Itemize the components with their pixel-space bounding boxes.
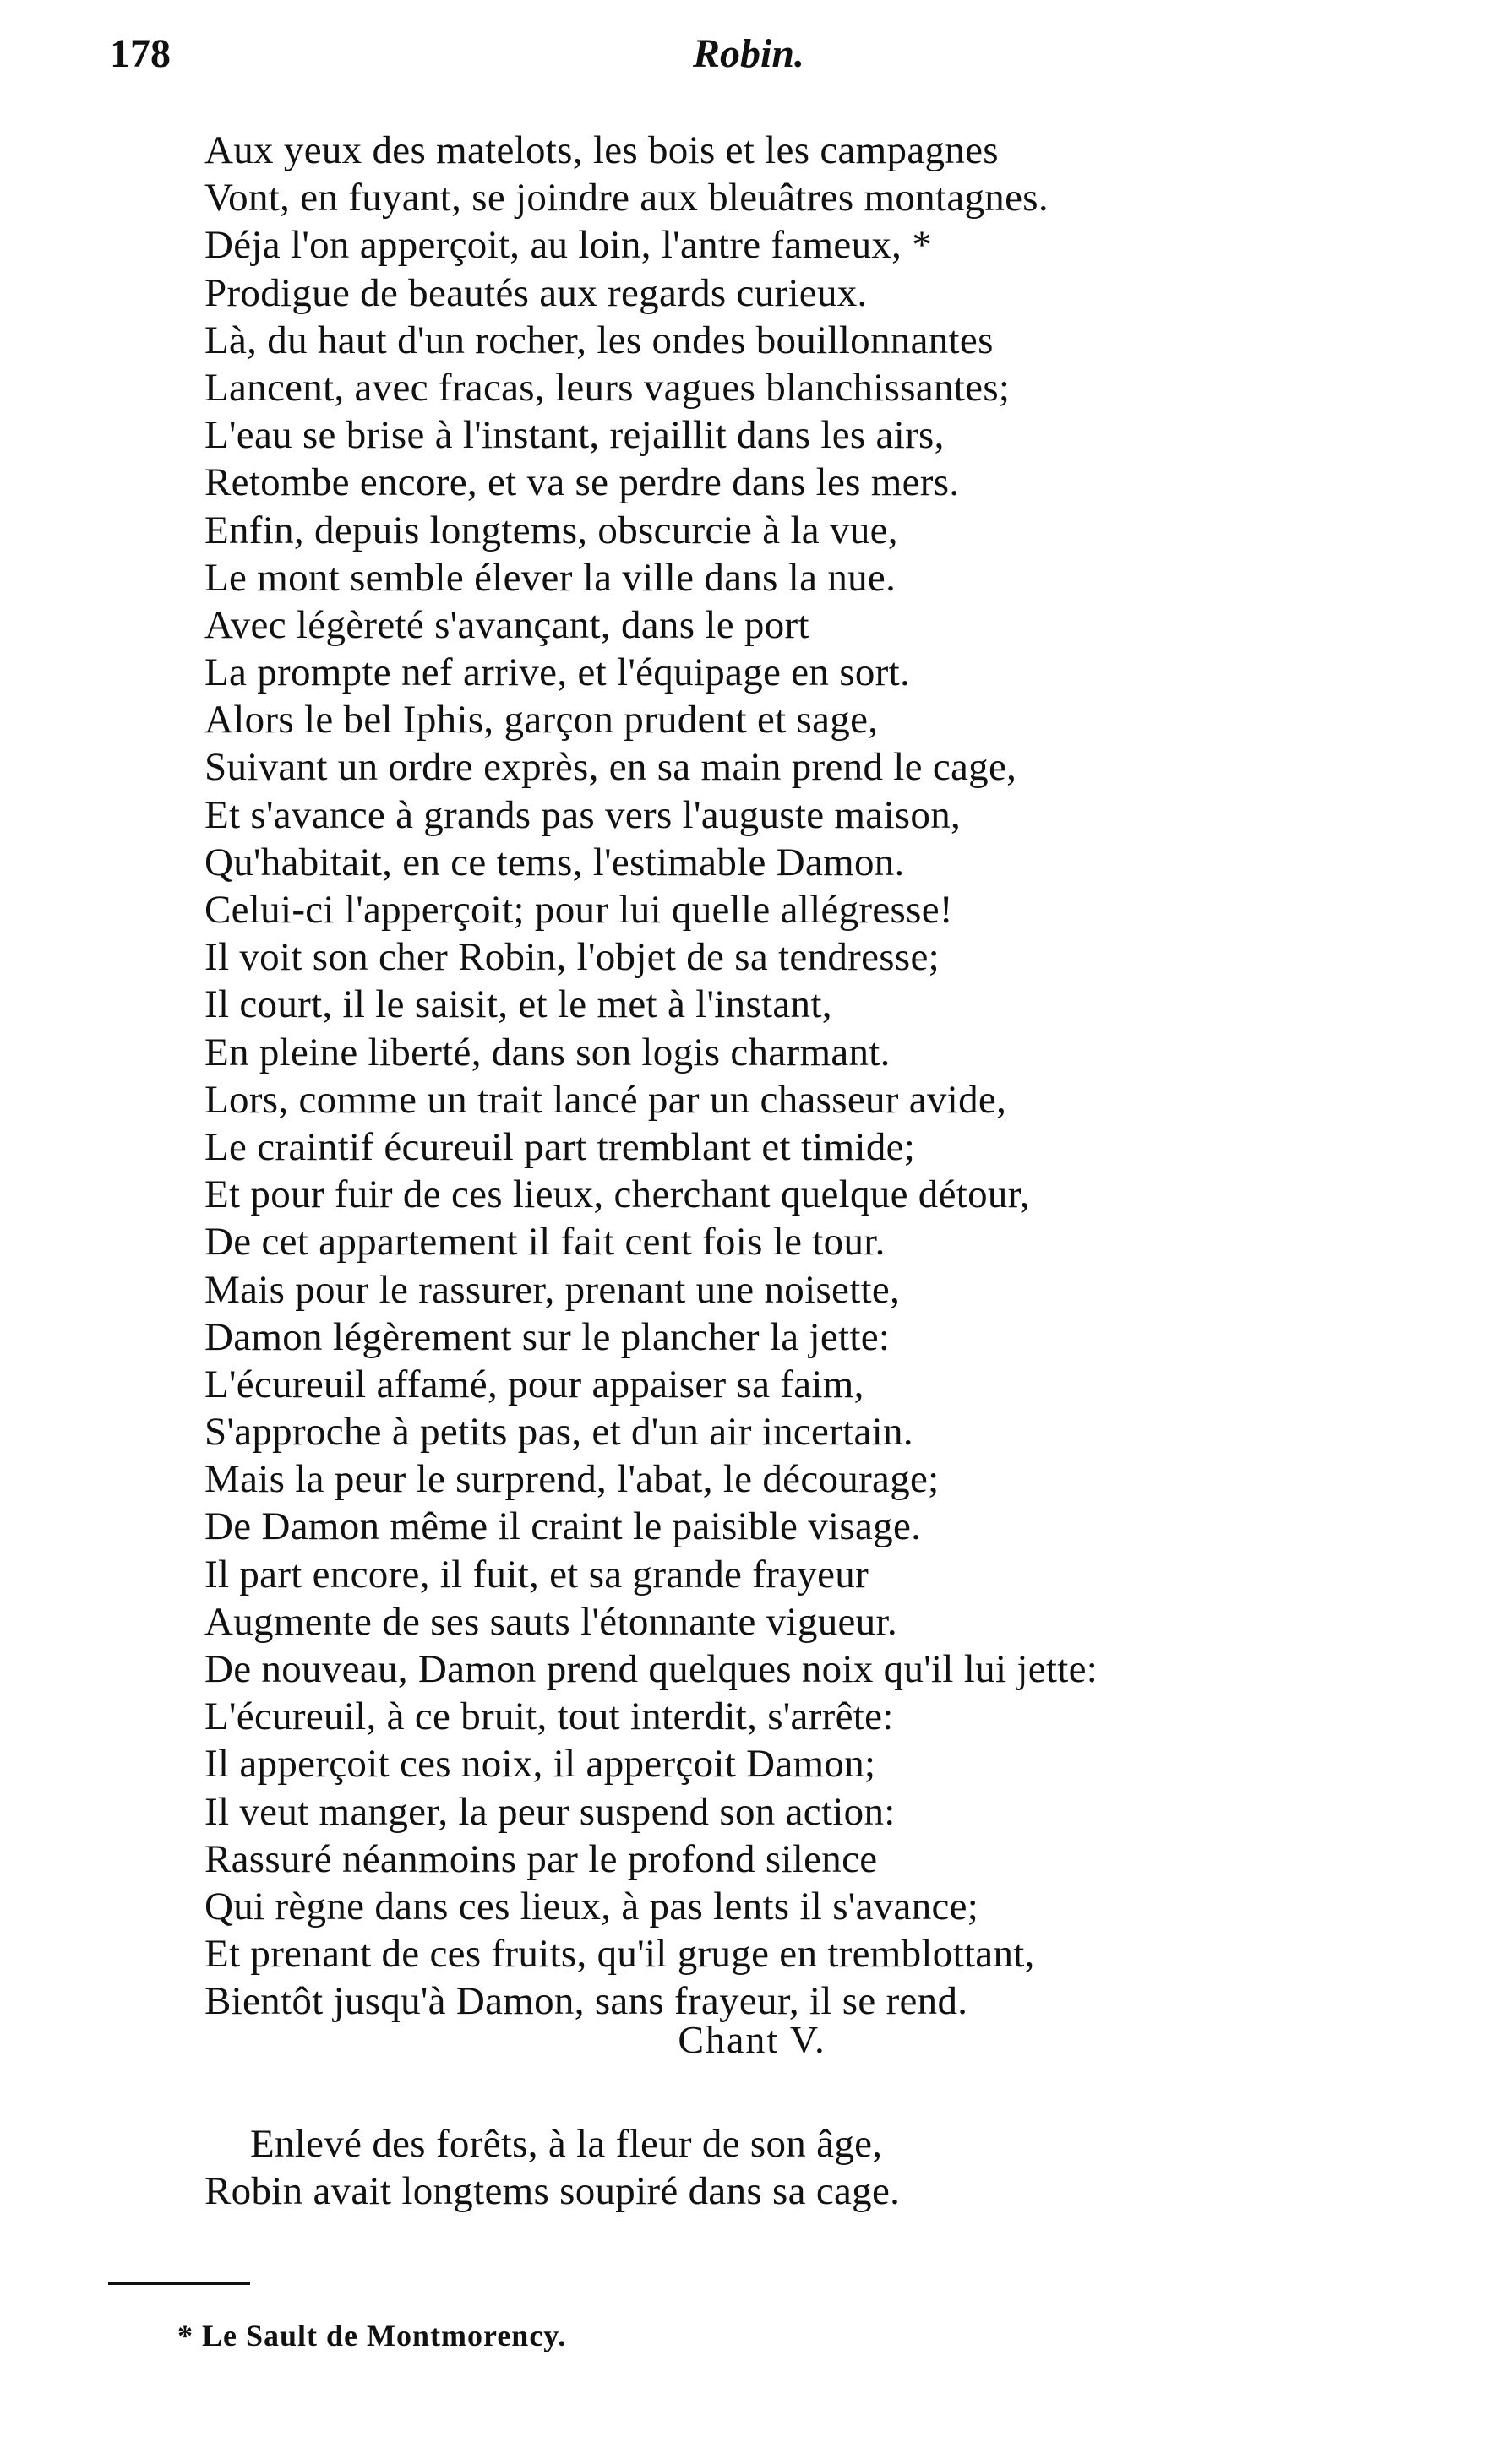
verse-line: L'écureuil affamé, pour appaiser sa faim, xyxy=(204,1362,864,1406)
verse-line: S'approche à petits pas, et d'un air incertain. xyxy=(204,1410,913,1455)
verse-line: De cet appartement il fait cent fois le tour. xyxy=(204,1220,886,1265)
verse-line: Suivant un ordre exprès, en sa main prend le cage, xyxy=(204,745,1017,790)
footnote: * Le Sault de Montmorency. xyxy=(177,2319,567,2352)
verse-line: Retombe encore, et va se perdre dans les mers. xyxy=(204,460,960,505)
verse-line: Mais pour le rassurer, prenant une noisette, xyxy=(204,1267,901,1312)
verse-line: De Damon même il craint le paisible visage. xyxy=(204,1504,922,1549)
running-head: Robin. xyxy=(693,31,805,76)
verse-line: Mais la peur le surprend, l'abat, le décourage; xyxy=(204,1457,940,1502)
footnote-rule xyxy=(108,2282,250,2285)
verse-line: L'écureuil, à ce bruit, tout interdit, s'arrête: xyxy=(204,1694,894,1739)
verse-line: Lancent, avec fracas, leurs vagues blanchissantes; xyxy=(204,365,1011,410)
verse-line: Celui-ci l'apperçoit; pour lui quelle allégresse! xyxy=(204,888,953,932)
chant-heading: Chant V. xyxy=(678,2018,826,2061)
stanza-line: Enlevé des forêts, à la fleur de son âge, xyxy=(250,2122,883,2166)
verse-line: Et s'avance à grands pas vers l'auguste maison, xyxy=(204,792,962,837)
verse-line: Et pour fuir de ces lieux, cherchant quelque détour, xyxy=(204,1172,1030,1217)
verse-line: Il voit son cher Robin, l'objet de sa tendresse; xyxy=(204,935,940,980)
verse-line: Le craintif écureuil part tremblant et timide; xyxy=(204,1124,916,1169)
stanza-block xyxy=(204,2120,1387,2215)
page-number: 178 xyxy=(110,31,171,76)
verse-line: En pleine liberté, dans son logis charmant. xyxy=(204,1030,891,1074)
verse-line: Rassuré néanmoins par le profond silence xyxy=(204,1836,878,1881)
verse-line: La prompte nef arrive, et l'équipage en sort. xyxy=(204,650,910,695)
verse-line: Qu'habitait, en ce tems, l'estimable Damon. xyxy=(204,840,905,884)
verse-line: L'eau se brise à l'instant, rejaillit dans les airs, xyxy=(204,413,945,458)
verse-line: Là, du haut d'un rocher, les ondes bouillonnantes xyxy=(204,318,994,362)
verse-block xyxy=(204,127,1387,2026)
verse-line: Il veut manger, la peur suspend son action: xyxy=(204,1789,896,1834)
verse-line: Avec légèreté s'avançant, dans le port xyxy=(204,602,809,647)
verse-line: Déja l'on apperçoit, au loin, l'antre fameux, * xyxy=(204,223,933,268)
verse-line: Alors le bel Iphis, garçon prudent et sage, xyxy=(204,698,879,742)
verse-line: Enfin, depuis longtems, obscurcie à la vue, xyxy=(204,508,898,552)
verse-line: Qui règne dans ces lieux, à pas lents il s'avance; xyxy=(204,1884,979,1928)
verse-line: Et prenant de ces fruits, qu'il gruge en tremblottant, xyxy=(204,1932,1035,1977)
verse-line: Il apperçoit ces noix, il apperçoit Damon; xyxy=(204,1742,876,1787)
verse-line: Augmente de ses sauts l'étonnante vigueur. xyxy=(204,1599,897,1644)
verse-line: Le mont semble élever la ville dans la nue. xyxy=(204,555,896,600)
stanza-line: Robin avait longtems soupiré dans sa cage. xyxy=(204,2169,901,2214)
verse-line: Bientôt jusqu'à Damon, sans frayeur, il se rend. xyxy=(204,1979,968,2024)
verse-line: Aux yeux des matelots, les bois et les campagnes xyxy=(204,128,999,172)
verse-line: Lors, comme un trait lancé par un chasseur avide, xyxy=(204,1077,1007,1122)
verse-line: Damon légèrement sur le plancher la jette: xyxy=(204,1314,891,1359)
verse-line: Vont, en fuyant, se joindre aux bleuâtres montagnes. xyxy=(204,176,1049,220)
verse-line: Il court, il le saisit, et le met à l'instant, xyxy=(204,982,832,1027)
verse-line: Il part encore, il fuit, et sa grande frayeur xyxy=(204,1552,869,1596)
verse-line: Prodigue de beautés aux regards curieux. xyxy=(204,270,868,315)
verse-line: De nouveau, Damon prend quelques noix qu'il lui jette: xyxy=(204,1647,1098,1691)
